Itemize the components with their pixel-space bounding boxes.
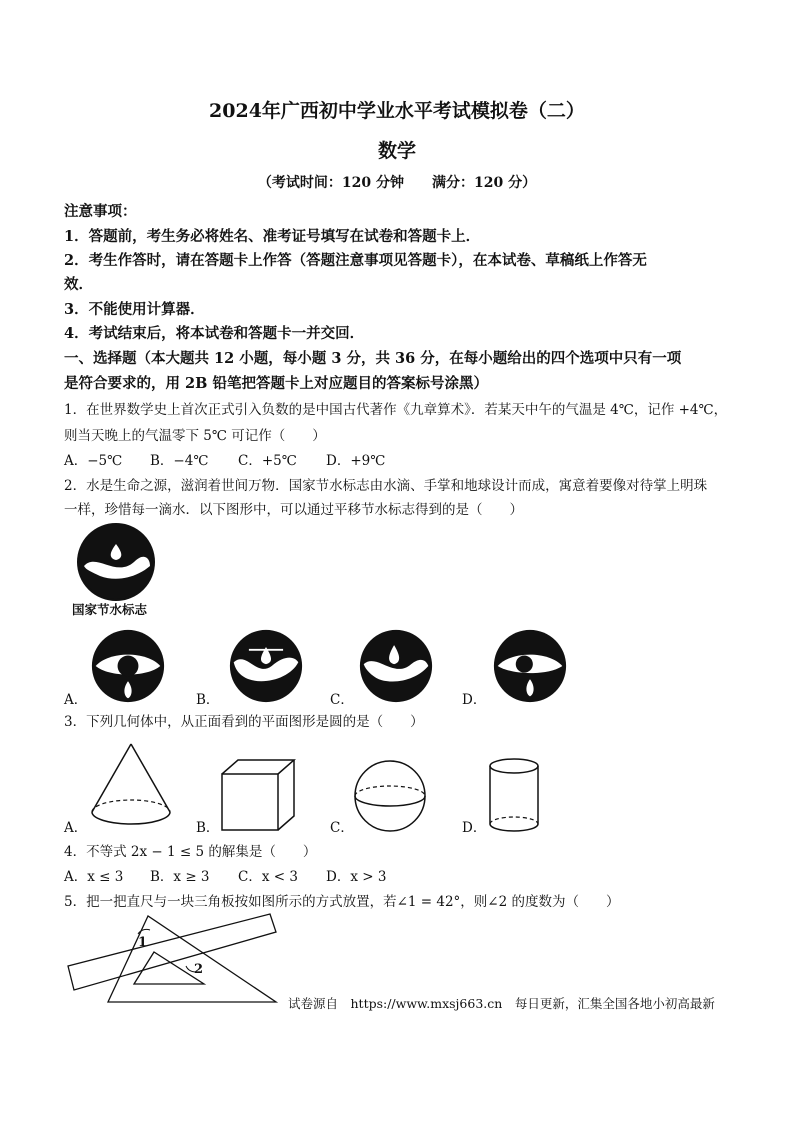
cone-icon [86,740,176,830]
note-item: 4．考试结束后，将本试卷和答题卡一并交回． [64,325,365,342]
q1-option-a: A．−5℃ [64,453,123,469]
note-item: 3．不能使用计算器． [64,301,205,318]
q4-option-d: D．x > 3 [326,869,387,885]
subject-title: 数学 [377,140,416,162]
q2-option-d-logo-icon [492,628,568,704]
q1-option-b: B．−4℃ [150,453,209,469]
question-2-text-cont: 一样，珍惜每一滴水．以下图形中，可以通过平移节水标志得到的是（ ） [64,502,523,518]
water-saving-logo-icon [76,522,156,602]
question-2-text: 2．水是生命之源，滋润着世间万物．国家节水标志由水滴、手掌和地球设计而成，寓意着要像对待掌上明珠 [64,478,708,494]
q3-option-a-label: A． [64,820,88,836]
ruler-triangle-figure [64,910,284,1010]
q2-option-a-logo-icon [90,628,166,704]
cylinder-icon [484,756,544,836]
q2-option-b-logo-icon [228,628,304,704]
q1-option-c: C．+5℃ [238,453,297,469]
q3-option-b-label: B． [196,820,220,836]
q2-option-c-label: C． [330,692,354,708]
note-item: 效． [64,276,93,293]
angle-1-label: 1 [138,935,148,950]
q2-option-a-label: A． [64,692,88,708]
q3-option-d-label: D． [462,820,487,836]
section-heading-cont: 是符合要求的，用 2B 铅笔把答题卡上对应题目的答案标号涂黑） [64,375,488,392]
logo-caption: 国家节水标志 [72,602,148,617]
page-title: 2024年广西初中学业水平考试模拟卷（二） [209,100,585,122]
q2-option-b-label: B． [196,692,220,708]
notes-heading: 注意事项： [64,203,137,220]
angle-2-label: 2 [194,962,204,977]
q2-option-d-label: D． [462,692,487,708]
cube-icon [218,756,300,832]
exam-meta: （考试时间：120 分钟 满分：120 分） [257,175,537,191]
question-4-text: 4．不等式 2x − 1 ≤ 5 的解集是（ ） [64,844,317,860]
q4-option-c: C．x < 3 [238,869,298,885]
footer-source: 试卷源自 https://www.mxsj663.cn 每日更新，汇集全国各地小初高最新 [288,996,715,1011]
question-1-text: 1．在世界数学史上首次正式引入负数的是中国古代著作《九章算术》．若某天中午的气温是 4℃，记作 +4℃， [64,402,728,418]
question-3-text: 3．下列几何体中，从正面看到的平面图形是圆的是（ ） [64,714,424,730]
q2-option-c-logo-icon [358,628,434,704]
section-heading: 一、选择题（本大题共 12 小题，每小题 3 分，共 36 分，在每小题给出的四个选项中只有一项 [64,350,682,367]
note-item: 1．答题前，考生务必将姓名、准考证号填写在试卷和答题卡上． [64,228,481,245]
note-item: 2．考生作答时，请在答题卡上作答（答题注意事项见答题卡），在本试卷、草稿纸上作答无 [64,252,647,269]
q4-option-b: B．x ≥ 3 [150,869,210,885]
question-5-text: 5．把一把直尺与一块三角板按如图所示的方式放置，若∠1 = 42°，则∠2 的度数为（ ） [64,894,620,910]
q4-option-a: A．x ≤ 3 [64,869,124,885]
q3-option-c-label: C． [330,820,354,836]
q1-option-d: D．+9℃ [326,453,386,469]
sphere-icon [352,758,428,834]
question-1-text-cont: 则当天晚上的气温零下 5℃ 可记作（ ） [64,428,326,444]
